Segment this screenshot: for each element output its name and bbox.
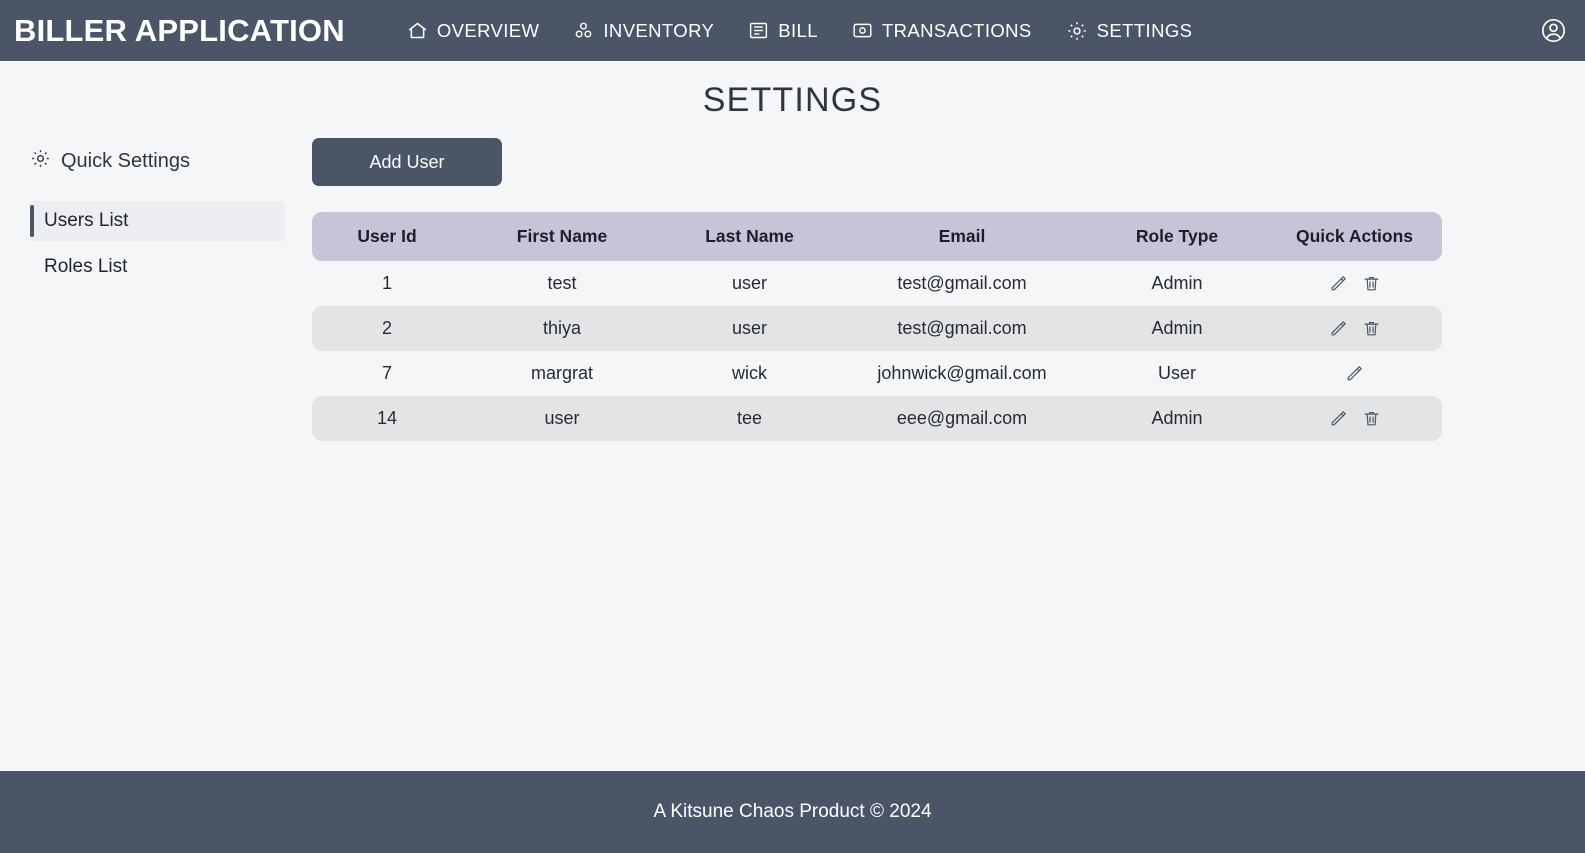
sidebar-heading-label: Quick Settings (61, 150, 190, 172)
cell-email: test@gmail.com (837, 306, 1087, 351)
delete-icon[interactable] (1362, 274, 1381, 293)
row-actions (1273, 274, 1436, 293)
table-row (312, 306, 1442, 351)
cell-user-id: 1 (381, 273, 392, 293)
cell-first-name: user (462, 396, 662, 441)
cell-role-type: User (1157, 363, 1196, 383)
cell-email: eee@gmail.com (837, 396, 1087, 441)
nav-label-bill: BILL (778, 19, 818, 41)
cell-email: test@gmail.com (897, 273, 1027, 293)
sidebar-heading (30, 148, 285, 175)
edit-icon[interactable] (1329, 409, 1348, 428)
table-row (312, 396, 1442, 441)
sidebar-item-users-list[interactable] (30, 201, 285, 241)
nav-label-transactions: TRANSACTIONS (881, 19, 1032, 41)
cell-user-id: 7 (381, 363, 392, 383)
table-header-row (312, 212, 1442, 261)
edit-icon[interactable] (1345, 364, 1364, 383)
cell-first-name: thiya (462, 306, 662, 351)
settings-sidebar (0, 132, 310, 771)
nav-item-inventory[interactable] (573, 20, 714, 42)
page-body (0, 120, 1585, 771)
add-user-button[interactable]: Add User (312, 138, 502, 186)
row-actions (1273, 409, 1436, 428)
cell-last-name: user (731, 273, 767, 293)
row-actions (1273, 364, 1436, 383)
gear-icon (1066, 20, 1088, 42)
transactions-icon (852, 20, 873, 41)
column-header-user-id: User Id (312, 212, 462, 261)
nav-item-overview[interactable] (407, 20, 540, 42)
cell-quick-actions (1267, 396, 1442, 441)
column-header-first-name: First Name (462, 212, 662, 261)
cell-quick-actions (1267, 351, 1442, 396)
table-row (312, 261, 1442, 306)
cell-first-name: test (547, 273, 577, 293)
settings-main-content (310, 132, 1585, 771)
main-nav (407, 20, 1540, 42)
row-actions (1273, 319, 1436, 338)
cell-quick-actions (1267, 261, 1442, 306)
nav-item-settings[interactable] (1066, 20, 1193, 42)
nav-label-inventory: INVENTORY (603, 19, 715, 41)
column-header-role-type: Role Type (1087, 212, 1267, 261)
footer-text: A Kitsune Chaos Product © 2024 (653, 801, 932, 822)
sidebar-item-roles-list[interactable] (30, 247, 285, 287)
app-brand-title: BILLER APPLICATION (14, 12, 345, 48)
page-footer (0, 771, 1585, 853)
sidebar-item-label: Roles List (44, 256, 128, 277)
users-table-body (312, 261, 1442, 441)
column-header-quick-actions: Quick Actions (1267, 212, 1442, 261)
page-title: SETTINGS (702, 81, 883, 119)
cell-last-name: tee (662, 396, 837, 441)
nav-label-overview: OVERVIEW (436, 19, 540, 41)
cell-role-type: Admin (1151, 273, 1203, 293)
delete-icon[interactable] (1362, 319, 1381, 338)
edit-icon[interactable] (1329, 319, 1348, 338)
cell-last-name: wick (732, 363, 767, 383)
home-icon (407, 20, 428, 41)
cell-first-name: margrat (530, 363, 593, 383)
cell-role-type: Admin (1087, 306, 1267, 351)
column-header-email: Email (837, 212, 1087, 261)
table-row (312, 351, 1442, 396)
nav-label-settings: SETTINGS (1096, 19, 1193, 41)
cell-last-name: user (662, 306, 837, 351)
top-navigation-bar (0, 0, 1585, 61)
cell-user-id: 14 (312, 396, 462, 441)
cell-user-id: 2 (312, 306, 462, 351)
users-table-header (312, 212, 1442, 261)
sidebar-item-label: Users List (44, 210, 129, 231)
column-header-last-name: Last Name (662, 212, 837, 261)
gear-icon (30, 148, 51, 175)
delete-icon[interactable] (1362, 409, 1381, 428)
nav-item-transactions[interactable] (852, 20, 1032, 42)
inventory-icon (573, 20, 594, 41)
cell-email: johnwick@gmail.com (877, 363, 1047, 383)
nav-item-bill[interactable] (748, 20, 818, 42)
cell-role-type: Admin (1087, 396, 1267, 441)
users-table (312, 212, 1442, 441)
user-circle-icon[interactable] (1540, 17, 1567, 44)
edit-icon[interactable] (1329, 274, 1348, 293)
cell-quick-actions (1267, 306, 1442, 351)
bill-icon (748, 20, 769, 41)
